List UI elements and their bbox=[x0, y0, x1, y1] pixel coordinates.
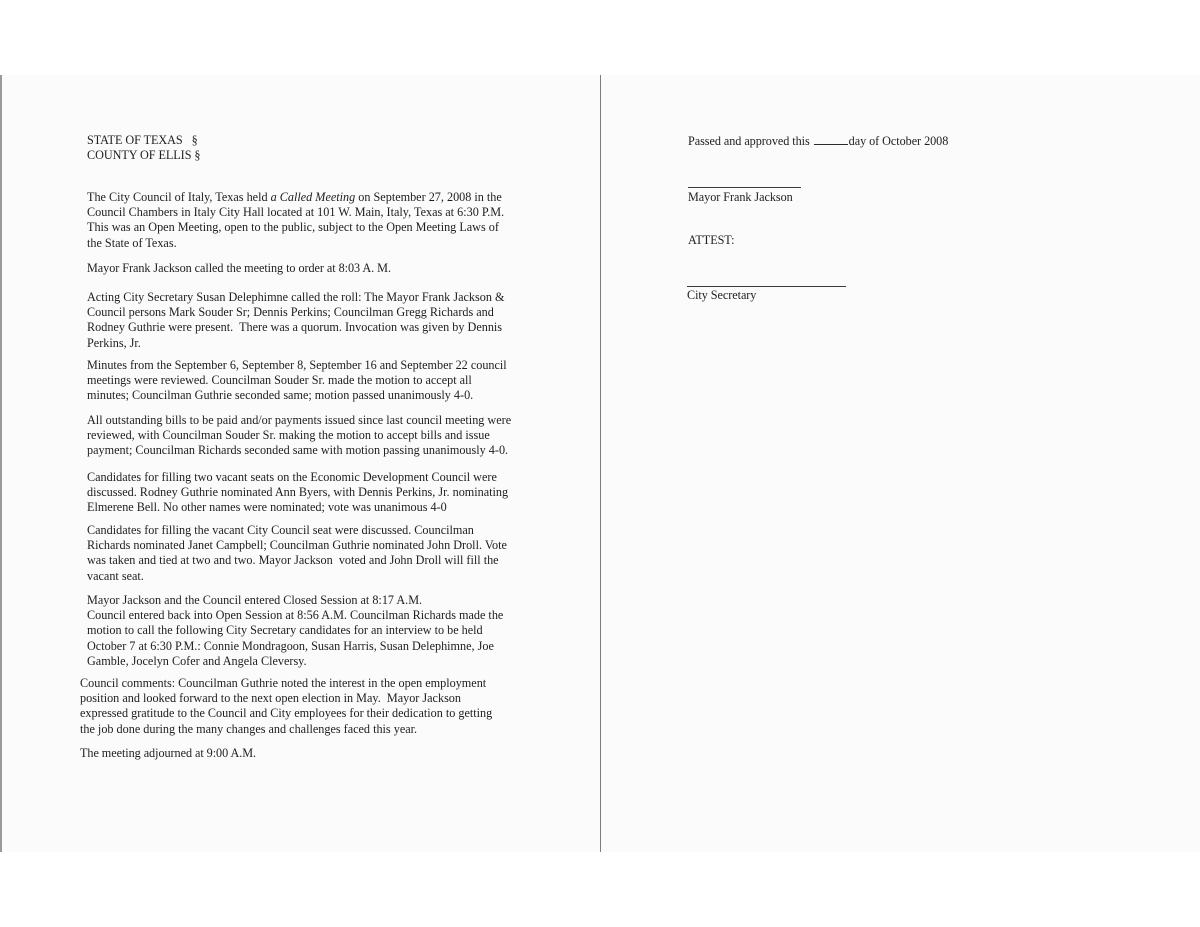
approval-statement: Passed and approved this day of October 2008 bbox=[688, 134, 949, 148]
approval-day-blank bbox=[814, 134, 848, 145]
secretary-signature-label: City Secretary bbox=[687, 288, 757, 302]
bills-line: reviewed, with Councilman Souder Sr. making the motion to accept bills and issue bbox=[87, 428, 490, 443]
edc-candidates-paragraph bbox=[87, 470, 519, 516]
sessions-line: Council entered back into Open Session at 8:56 A.M. Councilman Richards made the bbox=[87, 608, 504, 623]
council-candidates-line: vacant seat. bbox=[87, 568, 144, 583]
state-heading: STATE OF TEXAS § bbox=[87, 133, 198, 147]
comments-line: the job done during the many changes and challenges faced this year. bbox=[80, 721, 418, 736]
bills-line: All outstanding bills to be paid and/or payments issued since last council meeting were bbox=[87, 413, 512, 427]
minutes-line: meetings were reviewed. Councilman Souder Sr. made the motion to accept all bbox=[87, 373, 472, 388]
attest-label: ATTEST: bbox=[688, 233, 735, 247]
minutes-line: Minutes from the September 6, September 8, September 16 and September 22 council bbox=[87, 358, 507, 372]
sessions-paragraph bbox=[87, 593, 519, 669]
intro-line-3: This was an Open Meeting, open to the public, subject to the Open Meeting Laws of bbox=[87, 220, 499, 235]
intro-line-4: the State of Texas. bbox=[87, 235, 177, 250]
secretary-signature-line bbox=[687, 286, 846, 287]
call-to-order: Mayor Frank Jackson called the meeting to order at 8:03 A. M. bbox=[87, 261, 391, 275]
sessions-line: motion to call the following City Secretary candidates for an interview to be held bbox=[87, 623, 483, 638]
page-divider bbox=[600, 75, 601, 852]
intro-line-1: The City Council of Italy, Texas held a Called Meeting on September 27, 2008 in the bbox=[87, 190, 502, 204]
comments-line: expressed gratitude to the Council and City employees for their dedication to getting bbox=[80, 706, 493, 721]
sessions-line: Gamble, Jocelyn Cofer and Angela Cleversy. bbox=[87, 653, 307, 668]
minutes-line: minutes; Councilman Guthrie seconded same; motion passed unanimously 4-0. bbox=[87, 388, 474, 403]
comments-line: position and looked forward to the next open election in May. Mayor Jackson bbox=[80, 691, 461, 706]
adjournment: The meeting adjourned at 9:00 A.M. bbox=[80, 746, 256, 760]
county-heading: COUNTY OF ELLIS § bbox=[87, 148, 201, 162]
roll-call-line: Acting City Secretary Susan Delephimne called the roll: The Mayor Frank Jackson & bbox=[87, 290, 505, 304]
meeting-type: a Called Meeting bbox=[270, 190, 356, 204]
council-candidates-line: was taken and tied at two and two. Mayor Jackson voted and John Droll will fill the bbox=[87, 553, 499, 568]
bills-paragraph bbox=[87, 413, 519, 459]
sessions-line: October 7 at 6:30 P.M.: Connie Mondragoon, Susan Harris, Susan Delephimne, Joe bbox=[87, 638, 494, 653]
roll-call-paragraph bbox=[87, 290, 519, 351]
council-candidates-line: Candidates for filling the vacant City Council seat were discussed. Councilman bbox=[87, 523, 474, 537]
minutes-paragraph bbox=[87, 358, 519, 404]
comments-line: Council comments: Councilman Guthrie noted the interest in the open employment bbox=[80, 676, 487, 690]
council-candidates-paragraph bbox=[87, 523, 519, 584]
edc-line: Elmerene Bell. No other names were nominated; vote was unanimous 4-0 bbox=[87, 500, 447, 515]
mayor-signature-line bbox=[688, 187, 801, 188]
edc-line: Candidates for filling two vacant seats on the Economic Development Council were bbox=[87, 470, 497, 484]
roll-call-line: Rodney Guthrie were present. There was a quorum. Invocation was given by Dennis bbox=[87, 320, 503, 335]
intro-line-2: Council Chambers in Italy City Hall located at 101 W. Main, Italy, Texas at 6:30 P.M. bbox=[87, 205, 505, 220]
mayor-signature-label: Mayor Frank Jackson bbox=[688, 190, 793, 204]
roll-call-line: Council persons Mark Souder Sr; Dennis Perkins; Councilman Gregg Richards and bbox=[87, 305, 494, 320]
edc-line: discussed. Rodney Guthrie nominated Ann Byers, with Dennis Perkins, Jr. nominating bbox=[87, 485, 509, 500]
bills-line: payment; Councilman Richards seconded same with motion passing unanimously 4-0. bbox=[87, 443, 509, 458]
council-candidates-line: Richards nominated Janet Campbell; Councilman Guthrie nominated John Droll. Vote bbox=[87, 538, 507, 553]
roll-call-line: Perkins, Jr. bbox=[87, 335, 141, 350]
comments-paragraph bbox=[80, 676, 512, 737]
page-left-edge bbox=[0, 75, 2, 852]
intro-paragraph bbox=[87, 190, 519, 251]
sessions-line: Mayor Jackson and the Council entered Closed Session at 8:17 A.M. bbox=[87, 593, 423, 607]
